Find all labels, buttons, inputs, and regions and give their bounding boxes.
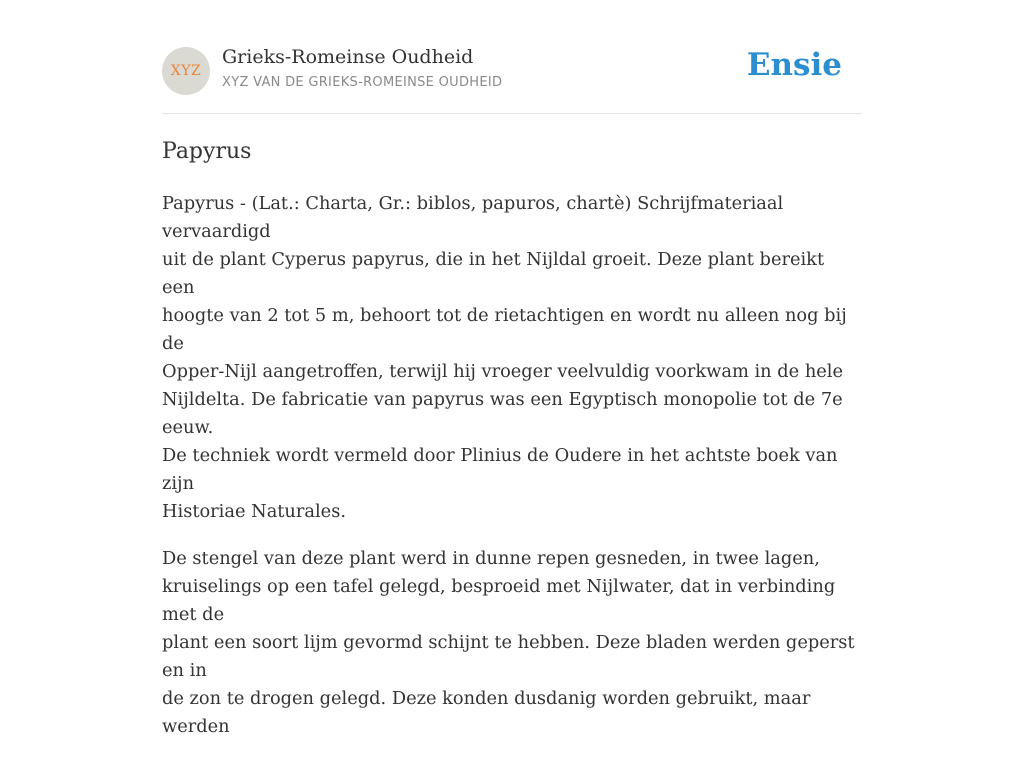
article-paragraph: Papyrus - (Lat.: Charta, Gr.: biblos, papuros, chartè) Schrijfmateriaal vervaardigd uit de plant Cyperus papyrus, die in het Nijldal groeit. Deze plant bereikt een hoogte van 2 tot 5 m, behoort tot de rietachtigen en wordt nu alleen nog bij de Opper-Nijl aangetroffen, terwijl hij vroeger veelvuldig voorkwam in de hele Nijldelta. De fabricatie van papyrus was een Egyptisch monopolie tot de 7e eeuw. De techniek wordt vermeld door Plinius de Oudere in het achtste boek van zijn Historiae Naturales. — [162, 193, 847, 522]
publication-title[interactable]: Grieks-Romeinse Oudheid — [222, 46, 474, 68]
publication-subtitle: XYZ VAN DE GRIEKS-ROMEINSE OUDHEID — [222, 75, 503, 90]
article-body — [162, 190, 862, 760]
article-title: Papyrus — [162, 139, 252, 164]
article-paragraph: De stengel van deze plant werd in dunne repen gesneden, in twee lagen, kruiselings op een tafel gelegd, besproeid met Nijlwater, dat in verbinding met de plant een soort lijm gevormd schijnt te hebben. Deze bladen werden geperst en in de zon te drogen gelegd. Deze konden dusdanig worden gebruikt, maar werden — [162, 548, 855, 737]
publication-header — [162, 0, 862, 114]
ensie-logo-link[interactable]: Ensie — [746, 47, 842, 83]
page-container — [162, 0, 862, 737]
publication-avatar[interactable]: XYZ — [162, 47, 210, 95]
